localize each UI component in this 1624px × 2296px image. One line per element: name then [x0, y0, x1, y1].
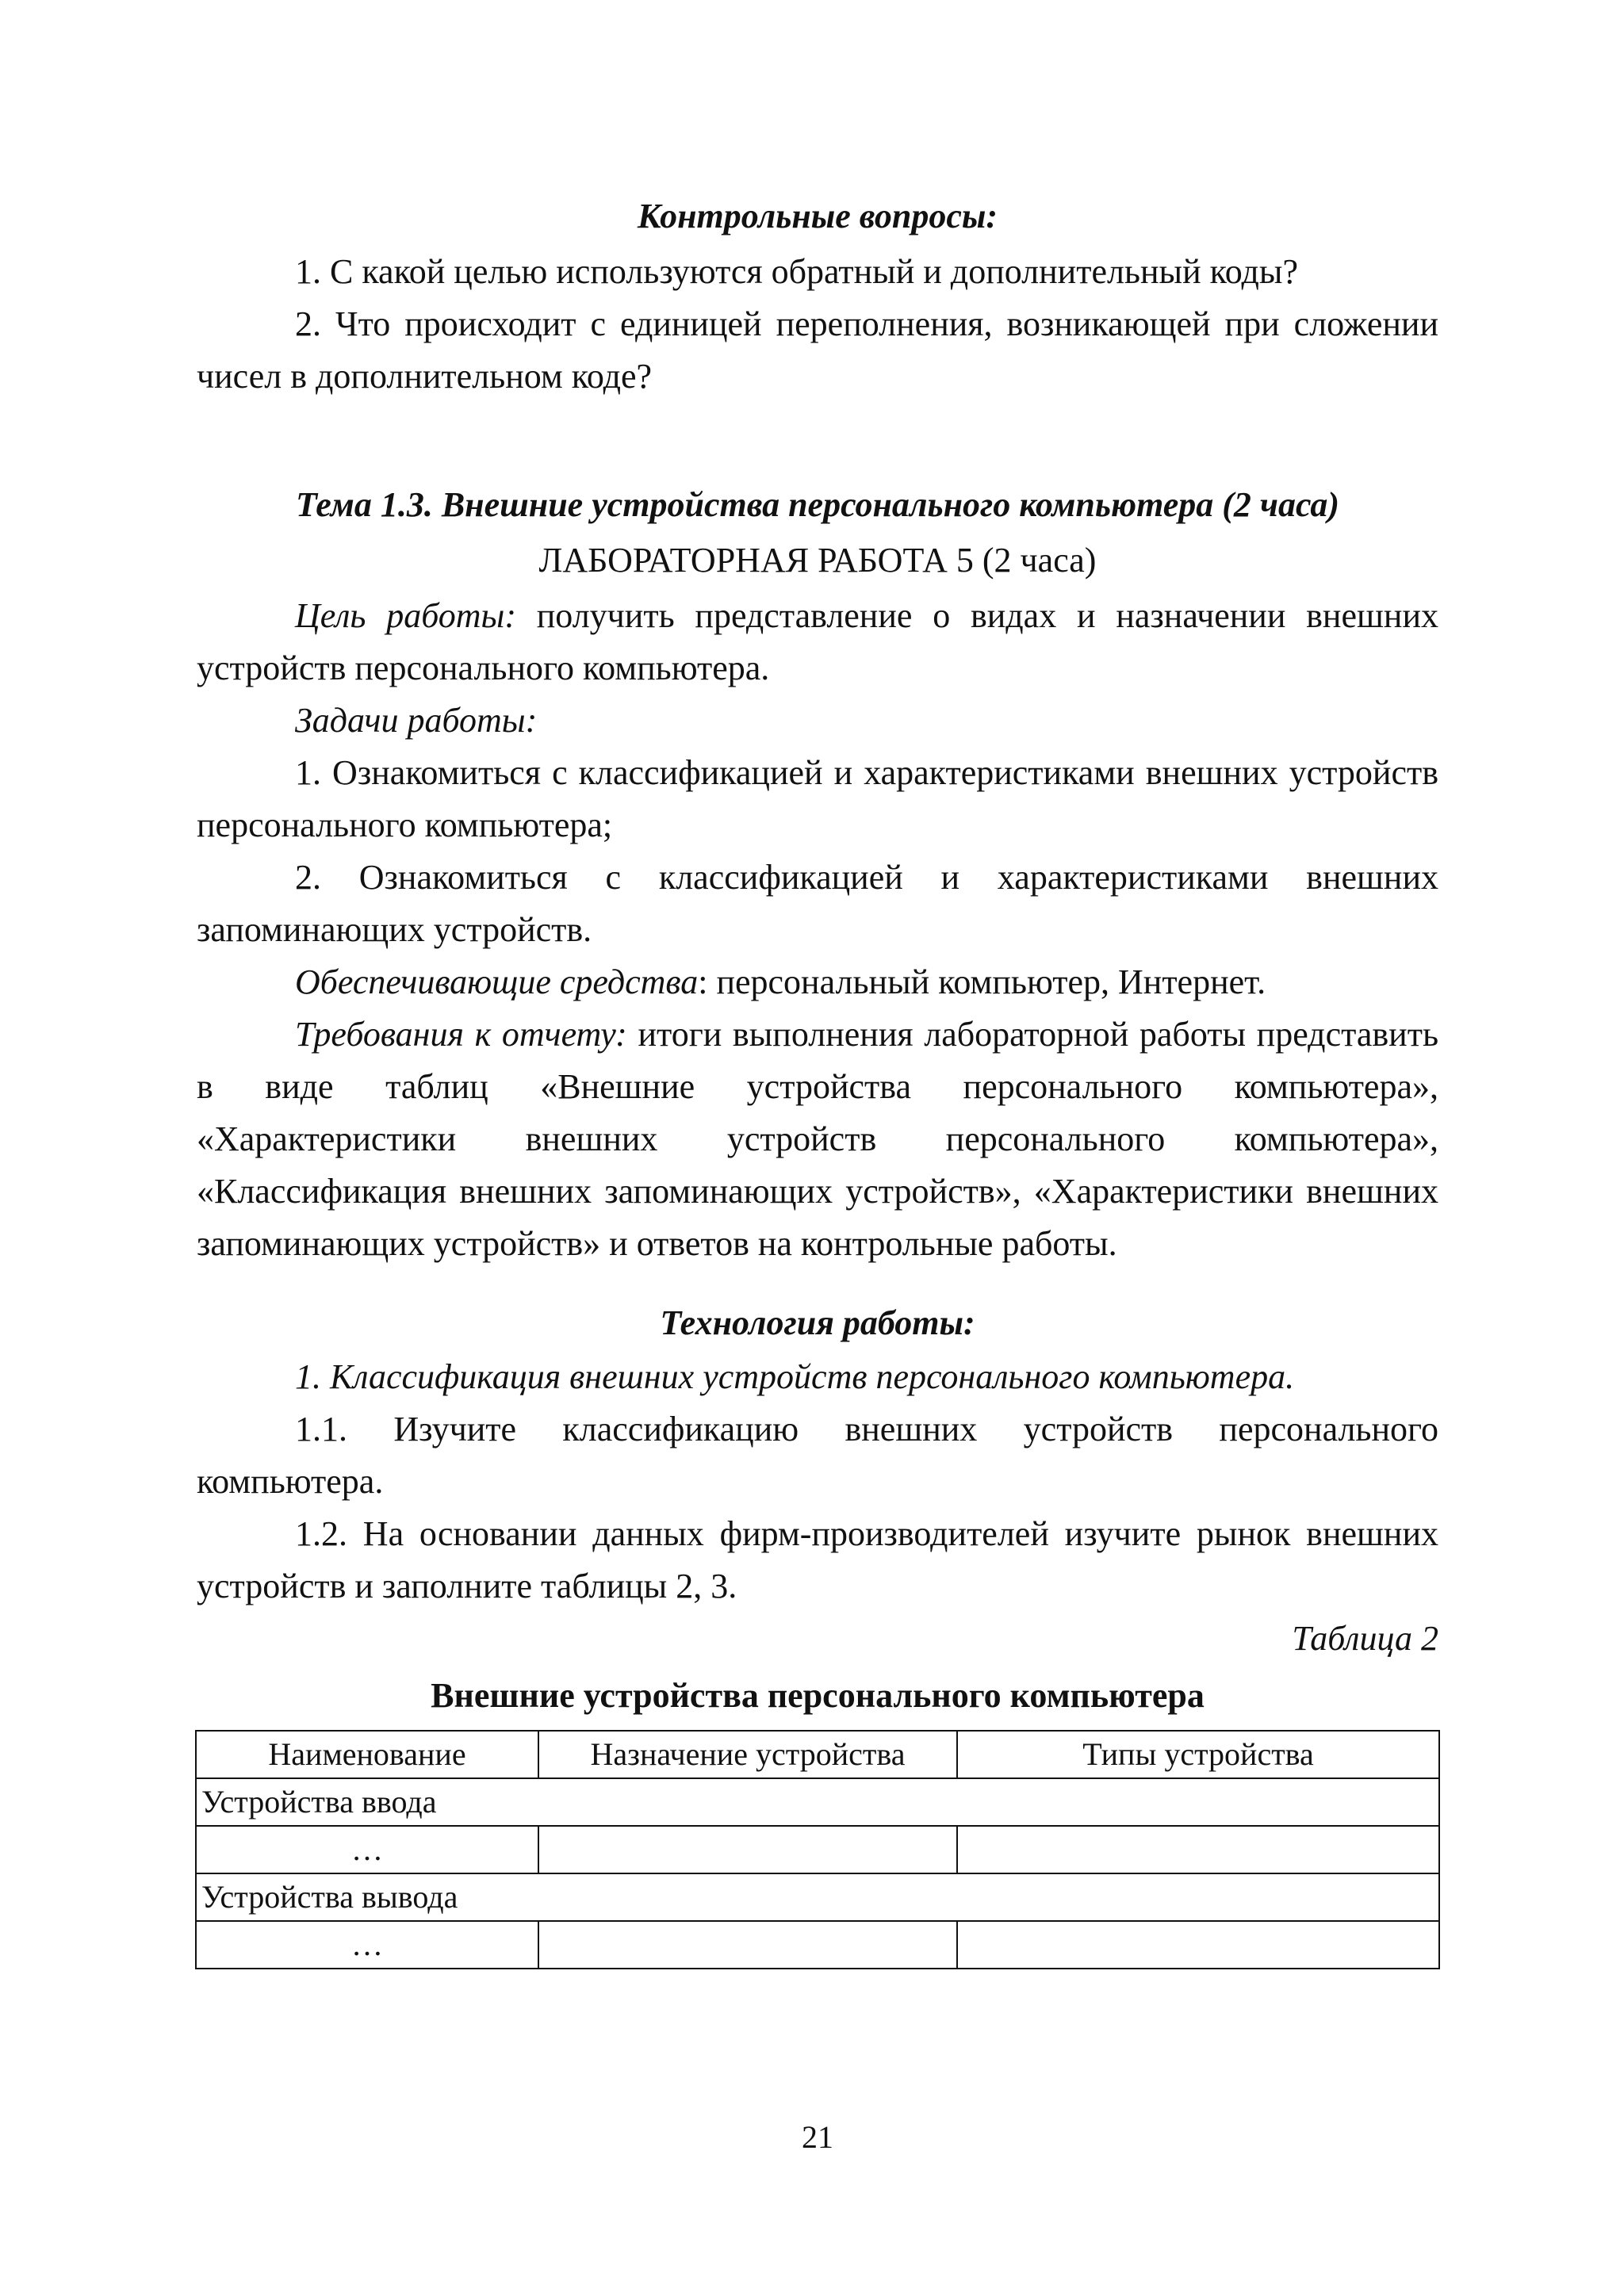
goal-text: получить представление о видах и назначении внешних устройств персонального компьютера. — [197, 596, 1438, 687]
report-label: Требования к отчету: — [295, 1015, 627, 1054]
control-questions-title: Контрольные вопросы: — [637, 197, 998, 235]
goal-paragraph — [197, 590, 1438, 695]
means-text: : персональный компьютер, Интернет. — [698, 962, 1266, 1001]
report-text: итоги выполнения лабораторной работы представить в виде таблиц «Внешние устройства персонального компьютера», «Характеристики внешних устройств персонального компьютера», «Классификация внешних запоминающих устройств», «Характеристики внешних запоминающих устройств» и ответов на контрольные работы. — [197, 1015, 1439, 1263]
step-1-2: 1.2. На основании данных фирм-производителей изучите рынок внешних устройств и заполните таблицы 2, 3. — [197, 1514, 1438, 1605]
section-output: Устройства вывода — [196, 1873, 1439, 1921]
table-caption: Таблица 2 — [1292, 1619, 1438, 1658]
technology-title: Технология работы: — [660, 1303, 975, 1342]
table-row — [196, 1873, 1439, 1921]
document-page — [197, 0, 1438, 2296]
header-name: Наименование — [196, 1731, 538, 1778]
page-number: 21 — [802, 2119, 833, 2155]
empty-cell — [957, 1921, 1439, 1969]
question-1: 1. С какой целью используются обратный и дополнительный коды? — [295, 252, 1298, 291]
task-1: 1. Ознакомиться с классификацией и характеристиками внешних устройств персонального компьютера; — [197, 753, 1438, 844]
table-title: Внешние устройства персонального компьютера — [431, 1676, 1205, 1715]
empty-cell — [957, 1826, 1439, 1873]
table-row — [196, 1778, 1439, 1826]
question-2: 2. Что происходит с единицей переполнения, возникающей при сложении чисел в дополнительном коде? — [197, 304, 1438, 396]
means-label: Обеспечивающие средства — [295, 962, 699, 1001]
header-purpose: Назначение устройства — [538, 1731, 957, 1778]
table-header-row — [196, 1731, 1439, 1778]
section-input: Устройства ввода — [196, 1778, 1439, 1826]
lab-title: ЛАБОРАТОРНАЯ РАБОТА 5 (2 часа) — [538, 541, 1097, 580]
table-row — [196, 1826, 1439, 1873]
task-2: 2. Ознакомиться с классификацией и характеристиками внешних запоминающих устройств. — [197, 858, 1438, 949]
empty-cell — [538, 1826, 957, 1873]
tasks-label-paragraph — [197, 695, 1438, 747]
step-1-1: 1.1. Изучите классификацию внешних устройств персонального компьютера. — [197, 1410, 1438, 1501]
empty-cell — [538, 1921, 957, 1969]
ellipsis-cell: … — [196, 1921, 538, 1969]
devices-table — [195, 1730, 1440, 1969]
goal-label: Цель работы: — [295, 596, 516, 635]
report-paragraph — [197, 1008, 1438, 1270]
step-1: 1. Классификация внешних устройств персонального компьютера. — [295, 1357, 1295, 1396]
topic-title: Тема 1.3. Внешние устройства персонального компьютера (2 часа) — [295, 485, 1340, 524]
table-row — [196, 1921, 1439, 1969]
means-paragraph — [197, 956, 1438, 1008]
ellipsis-cell: … — [196, 1826, 538, 1873]
header-types: Типы устройства — [957, 1731, 1439, 1778]
tasks-label: Задачи работы: — [295, 701, 538, 740]
